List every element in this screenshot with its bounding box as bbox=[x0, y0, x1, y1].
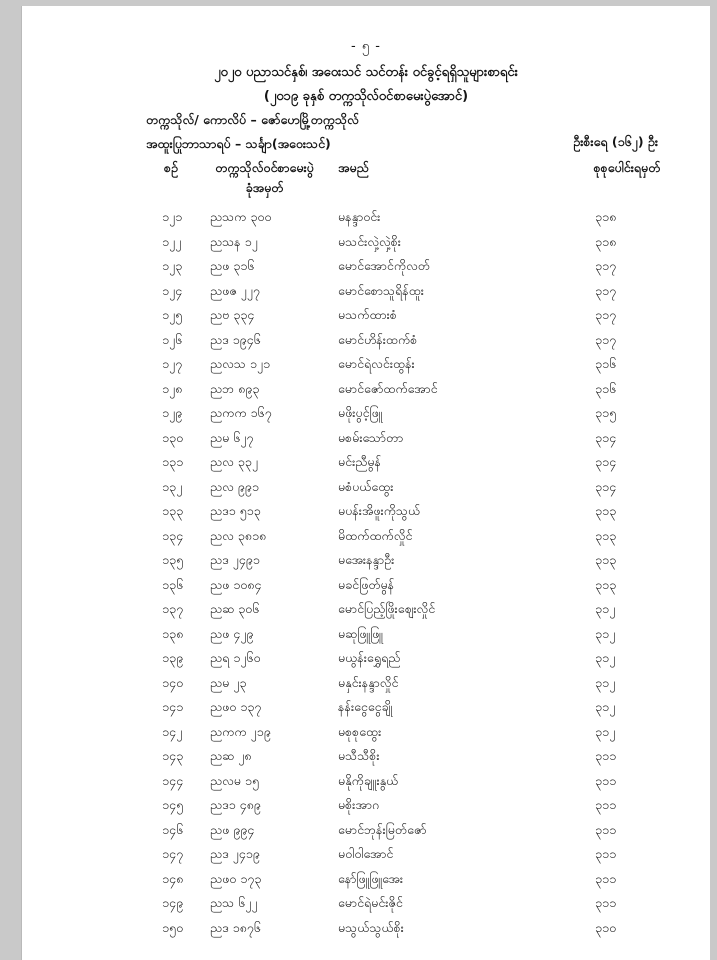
student-name: မနှင်းနန္ဒာလှိုင် bbox=[338, 674, 399, 690]
table-row bbox=[22, 305, 710, 330]
student-name: နော်ဖြူဖြူအေး bbox=[338, 870, 404, 886]
total-score: ၃၁၂ bbox=[595, 625, 616, 641]
student-name: မဝါဝါအောင် bbox=[338, 846, 394, 861]
total-score: ၃၁၀ bbox=[595, 919, 617, 935]
total-score: ၃၁၅ bbox=[595, 405, 617, 420]
total-score: ၃၁၁ bbox=[595, 846, 617, 861]
table-row bbox=[22, 869, 710, 894]
total-score: ၃၁၃ bbox=[595, 552, 617, 567]
student-name: မဖိုးပွင့်ဖြူ bbox=[338, 405, 383, 420]
student-name: မောင်စောသူရိန်ထူး bbox=[338, 282, 424, 298]
roll-number: ညဗ ၃၃၄ bbox=[210, 307, 255, 322]
university-line: တက္ကသိုလ်/ ကောလိပ် – ဇော်ဟေမြို့တက္ကသိုလ် bbox=[146, 112, 359, 127]
total-score: ၃၁၂ bbox=[595, 601, 616, 616]
student-name: မင်းညီမွန် bbox=[338, 454, 381, 469]
serial-number: ၁၄၂ bbox=[162, 723, 183, 739]
student-name: မိထက်ထက်လှိုင် bbox=[338, 527, 413, 543]
table-row bbox=[22, 428, 710, 453]
student-name: မသွယ်သွယ်စိုး bbox=[338, 919, 404, 935]
roll-number: ညလသ ၁၂၁ bbox=[210, 356, 271, 371]
serial-number: ၁၄၉ bbox=[162, 895, 184, 910]
total-score: ၃၁၂ bbox=[595, 650, 616, 665]
table-row bbox=[22, 330, 710, 355]
serial-number: ၁၄၈ bbox=[162, 870, 184, 886]
document-page bbox=[22, 6, 710, 960]
serial-number: ၁၂၉ bbox=[162, 405, 183, 420]
total-score: ၃၁၃ bbox=[595, 527, 617, 543]
roll-number: ညဘ ၈၉၃ bbox=[210, 380, 260, 396]
student-name: မနိုကိုချူးနွယ် bbox=[338, 772, 399, 788]
serial-number: ၁၃၆ bbox=[162, 576, 184, 592]
table-row bbox=[22, 575, 710, 600]
total-score: ၃၁၂ bbox=[595, 674, 616, 690]
total-score: ၃၁၆ bbox=[595, 356, 617, 371]
total-score: ၃၁၁ bbox=[595, 772, 617, 788]
total-score: ၃၁၁ bbox=[595, 870, 617, 886]
roll-number: ညမ ၆၂၇ bbox=[210, 429, 254, 445]
table-row bbox=[22, 722, 710, 747]
roll-number: ညကက ၁၆၇ bbox=[210, 405, 272, 420]
table-row bbox=[22, 526, 710, 551]
roll-number: ညဖ ၁၀၈၄ bbox=[210, 576, 262, 592]
table-row bbox=[22, 354, 710, 379]
roll-number: ညလ ၃၈၁၈ bbox=[210, 527, 267, 543]
student-name: မနန္ဒာဝင်း bbox=[338, 209, 381, 224]
student-name: မပန်းအိဖူးကိုသွယ် bbox=[338, 503, 421, 518]
serial-number: ၁၂၁ bbox=[162, 209, 183, 224]
quota-label: ဦးစီးရေ (၁၆၂) ဦး bbox=[573, 134, 658, 149]
serial-number: ၁၄၃ bbox=[162, 748, 184, 763]
roll-number: ညဖ ၉၉၄ bbox=[210, 821, 255, 837]
results-table bbox=[22, 207, 710, 942]
roll-number: ညဖ ၃၁၆ bbox=[210, 258, 255, 273]
header-roll-line2: ခုံအမှတ် bbox=[245, 180, 284, 195]
roll-number: ညကက ၂၁၉ bbox=[210, 723, 271, 739]
student-name: မသီသီစိုး bbox=[338, 748, 380, 763]
serial-number: ၁၂၃ bbox=[162, 258, 183, 273]
table-row bbox=[22, 697, 710, 722]
total-score: ၃၁၄ bbox=[595, 454, 617, 469]
student-name: မအေးနန္ဒာဦး bbox=[338, 552, 395, 567]
table-row bbox=[22, 232, 710, 257]
serial-number: ၁၃၉ bbox=[162, 650, 184, 665]
roll-number: ညမ ၂၃ bbox=[210, 674, 247, 690]
total-score: ၃၁၇ bbox=[595, 307, 617, 322]
serial-number: ၁၃၇ bbox=[162, 601, 184, 616]
serial-number: ၁၃၀ bbox=[162, 429, 184, 445]
total-score: ၃၁၁ bbox=[595, 797, 617, 812]
roll-number: ညလ ၉၉၁ bbox=[210, 478, 259, 494]
serial-number: ၁၅၀ bbox=[162, 919, 184, 935]
total-score: ၃၁၈ bbox=[595, 209, 617, 224]
serial-number: ၁၂၆ bbox=[162, 331, 183, 347]
total-score: ၃၁၁ bbox=[595, 895, 617, 910]
student-name: မခင်ဖြတ်မွန် bbox=[338, 576, 395, 592]
table-row bbox=[22, 403, 710, 428]
student-name: မောင်ရဲလင်းထွန်း bbox=[338, 356, 415, 371]
student-name: မစမ်းသော်တာ bbox=[338, 429, 404, 445]
serial-number: ၁၃၅ bbox=[162, 552, 184, 567]
total-score: ၃၁၂ bbox=[595, 699, 616, 714]
roll-number: ညဒ၁ ၄၈၉ bbox=[210, 797, 261, 812]
table-row bbox=[22, 624, 710, 649]
roll-number: ညသက ၃၀၀ bbox=[210, 209, 272, 224]
serial-number: ၁၃၄ bbox=[162, 527, 184, 543]
serial-number: ၁၂၄ bbox=[162, 282, 183, 298]
total-score: ၃၁၇ bbox=[595, 258, 617, 273]
serial-number: ၁၄၀ bbox=[162, 674, 184, 690]
header-serial-number: စဉ် bbox=[164, 160, 178, 175]
total-score: ၃၁၆ bbox=[595, 380, 617, 396]
table-row bbox=[22, 501, 710, 526]
roll-number: ညဖဝ ၁၃၇ bbox=[210, 699, 262, 714]
total-score: ၃၁၃ bbox=[595, 576, 617, 592]
student-name: မောင်ဟိန်းထက်စံ bbox=[338, 331, 418, 347]
serial-number: ၁၃၂ bbox=[162, 478, 183, 494]
roll-number: ညဒ ၁၉၄၆ bbox=[210, 331, 261, 347]
header-total-line2: စုစုပေါင်းရမှတ် bbox=[593, 160, 661, 175]
roll-number: ညလမ ၁၅ bbox=[210, 772, 259, 788]
serial-number: ၁၄၅ bbox=[162, 797, 184, 812]
student-name: မောင်ဘုန်းမြတ်ဇော် bbox=[338, 821, 427, 837]
table-row bbox=[22, 256, 710, 281]
student-name: မယွန်းရွှေရည် bbox=[338, 650, 401, 665]
roll-number: ညရ ၁၂၆၀ bbox=[210, 650, 261, 665]
roll-number: ညဒ ၂၄၁၉ bbox=[210, 846, 260, 861]
serial-number: ၁၃၁ bbox=[162, 454, 184, 469]
student-name: မောင်ပြည့်ဖြိုးဈေးလှိုင် bbox=[338, 601, 436, 616]
student-name: မဆုဖြူဖြူ bbox=[338, 625, 383, 641]
roll-number: ညဒ ၁၈၇၆ bbox=[210, 919, 261, 935]
table-row bbox=[22, 820, 710, 845]
table-row bbox=[22, 746, 710, 771]
table-row bbox=[22, 452, 710, 477]
table-row bbox=[22, 844, 710, 869]
serial-number: ၁၂၈ bbox=[162, 380, 183, 396]
header-total-score bbox=[567, 158, 687, 178]
roll-number: ညဆ ၃၀၆ bbox=[210, 601, 260, 616]
roll-number: ညသ ၆၂၂ bbox=[210, 895, 258, 910]
total-score: ၃၁၂ bbox=[595, 723, 616, 739]
roll-number: ညဖ ၄၂၉ bbox=[210, 625, 254, 641]
roll-number: ညဖဝ ၁၇၃ bbox=[210, 870, 262, 886]
serial-number: ၁၂၂ bbox=[162, 233, 182, 249]
table-row bbox=[22, 648, 710, 673]
student-name: မစိုးအာဂ bbox=[338, 797, 380, 812]
table-row bbox=[22, 918, 710, 943]
document-title: ၂၀၂၀ ပညာသင်နှစ်၊ အဝေးသင် သင်တန်း ဝင်ခွင့်ရရှိသူများစာရင်း bbox=[214, 65, 518, 80]
serial-number: ၁၂၇ bbox=[162, 356, 183, 371]
total-score: ၃၁၄ bbox=[595, 429, 617, 445]
header-roll-number bbox=[202, 158, 327, 198]
serial-number: ၁၄၁ bbox=[162, 699, 184, 714]
total-score: ၃၁၈ bbox=[595, 233, 617, 249]
serial-number: ၁၄၄ bbox=[162, 772, 184, 788]
student-name: မသက်ထားစံ bbox=[338, 307, 397, 322]
table-row bbox=[22, 550, 710, 575]
roll-number: ညဖဇ ၂၂၇ bbox=[210, 282, 260, 298]
table-row bbox=[22, 599, 710, 624]
roll-number: ညသန ၁၂ bbox=[210, 233, 258, 249]
student-name: မသင်းလှဲ့လှဲ့စိုး bbox=[338, 233, 401, 249]
document-subtitle: (၂၀၁၉ ခုနှစ် တက္ကသိုလ်ဝင်စာမေးပွဲအောင်) bbox=[263, 89, 469, 104]
serial-number: ၁၄၆ bbox=[162, 821, 184, 837]
total-score: ၃၁၁ bbox=[595, 748, 617, 763]
table-row bbox=[22, 281, 710, 306]
roll-number: ညဒ ၂၄၉၁ bbox=[210, 552, 260, 567]
page-number: - ၅ - bbox=[351, 39, 381, 54]
student-name: နန်းငွေငွေချို bbox=[338, 699, 393, 714]
table-row bbox=[22, 207, 710, 232]
subject-line: အထူးပြုဘာသာရပ် – သင်္ချာ(အဝေးသင်) bbox=[146, 136, 331, 151]
total-score: ၃၁၇ bbox=[595, 331, 617, 347]
serial-number: ၁၃၈ bbox=[162, 625, 184, 641]
student-name: မောင်ရဲမင်းဇိုင် bbox=[338, 895, 403, 910]
table-row bbox=[22, 379, 710, 404]
total-score: ၃၁၄ bbox=[595, 478, 617, 494]
serial-number: ၁၃၃ bbox=[162, 503, 184, 518]
header-name: အမည် bbox=[338, 160, 369, 175]
table-row bbox=[22, 673, 710, 698]
serial-number: ၁၄၇ bbox=[162, 846, 184, 861]
student-name: မစုစုထွေး bbox=[338, 723, 382, 739]
table-row bbox=[22, 477, 710, 502]
serial-number: ၁၂၅ bbox=[162, 307, 183, 322]
total-score: ၃၁၁ bbox=[595, 821, 617, 837]
student-name: မစံပယ်ထွေး bbox=[338, 478, 394, 494]
table-row bbox=[22, 893, 710, 918]
table-row bbox=[22, 795, 710, 820]
roll-number: ညဒ၁ ၅၁၃ bbox=[210, 503, 261, 518]
table-row bbox=[22, 771, 710, 796]
roll-number: ညဆ ၂၈ bbox=[210, 748, 252, 763]
student-name: မောင်အောင်ကိုလတ် bbox=[338, 258, 430, 273]
header-roll-line1: တက္ကသိုလ်ဝင်စာမေးပွဲ bbox=[215, 160, 314, 175]
total-score: ၃၁၇ bbox=[595, 282, 617, 298]
student-name: မောင်ဇော်ထက်အောင် bbox=[338, 380, 438, 396]
total-score: ၃၁၃ bbox=[595, 503, 617, 518]
roll-number: ညလ ၃၃၂ bbox=[210, 454, 258, 469]
